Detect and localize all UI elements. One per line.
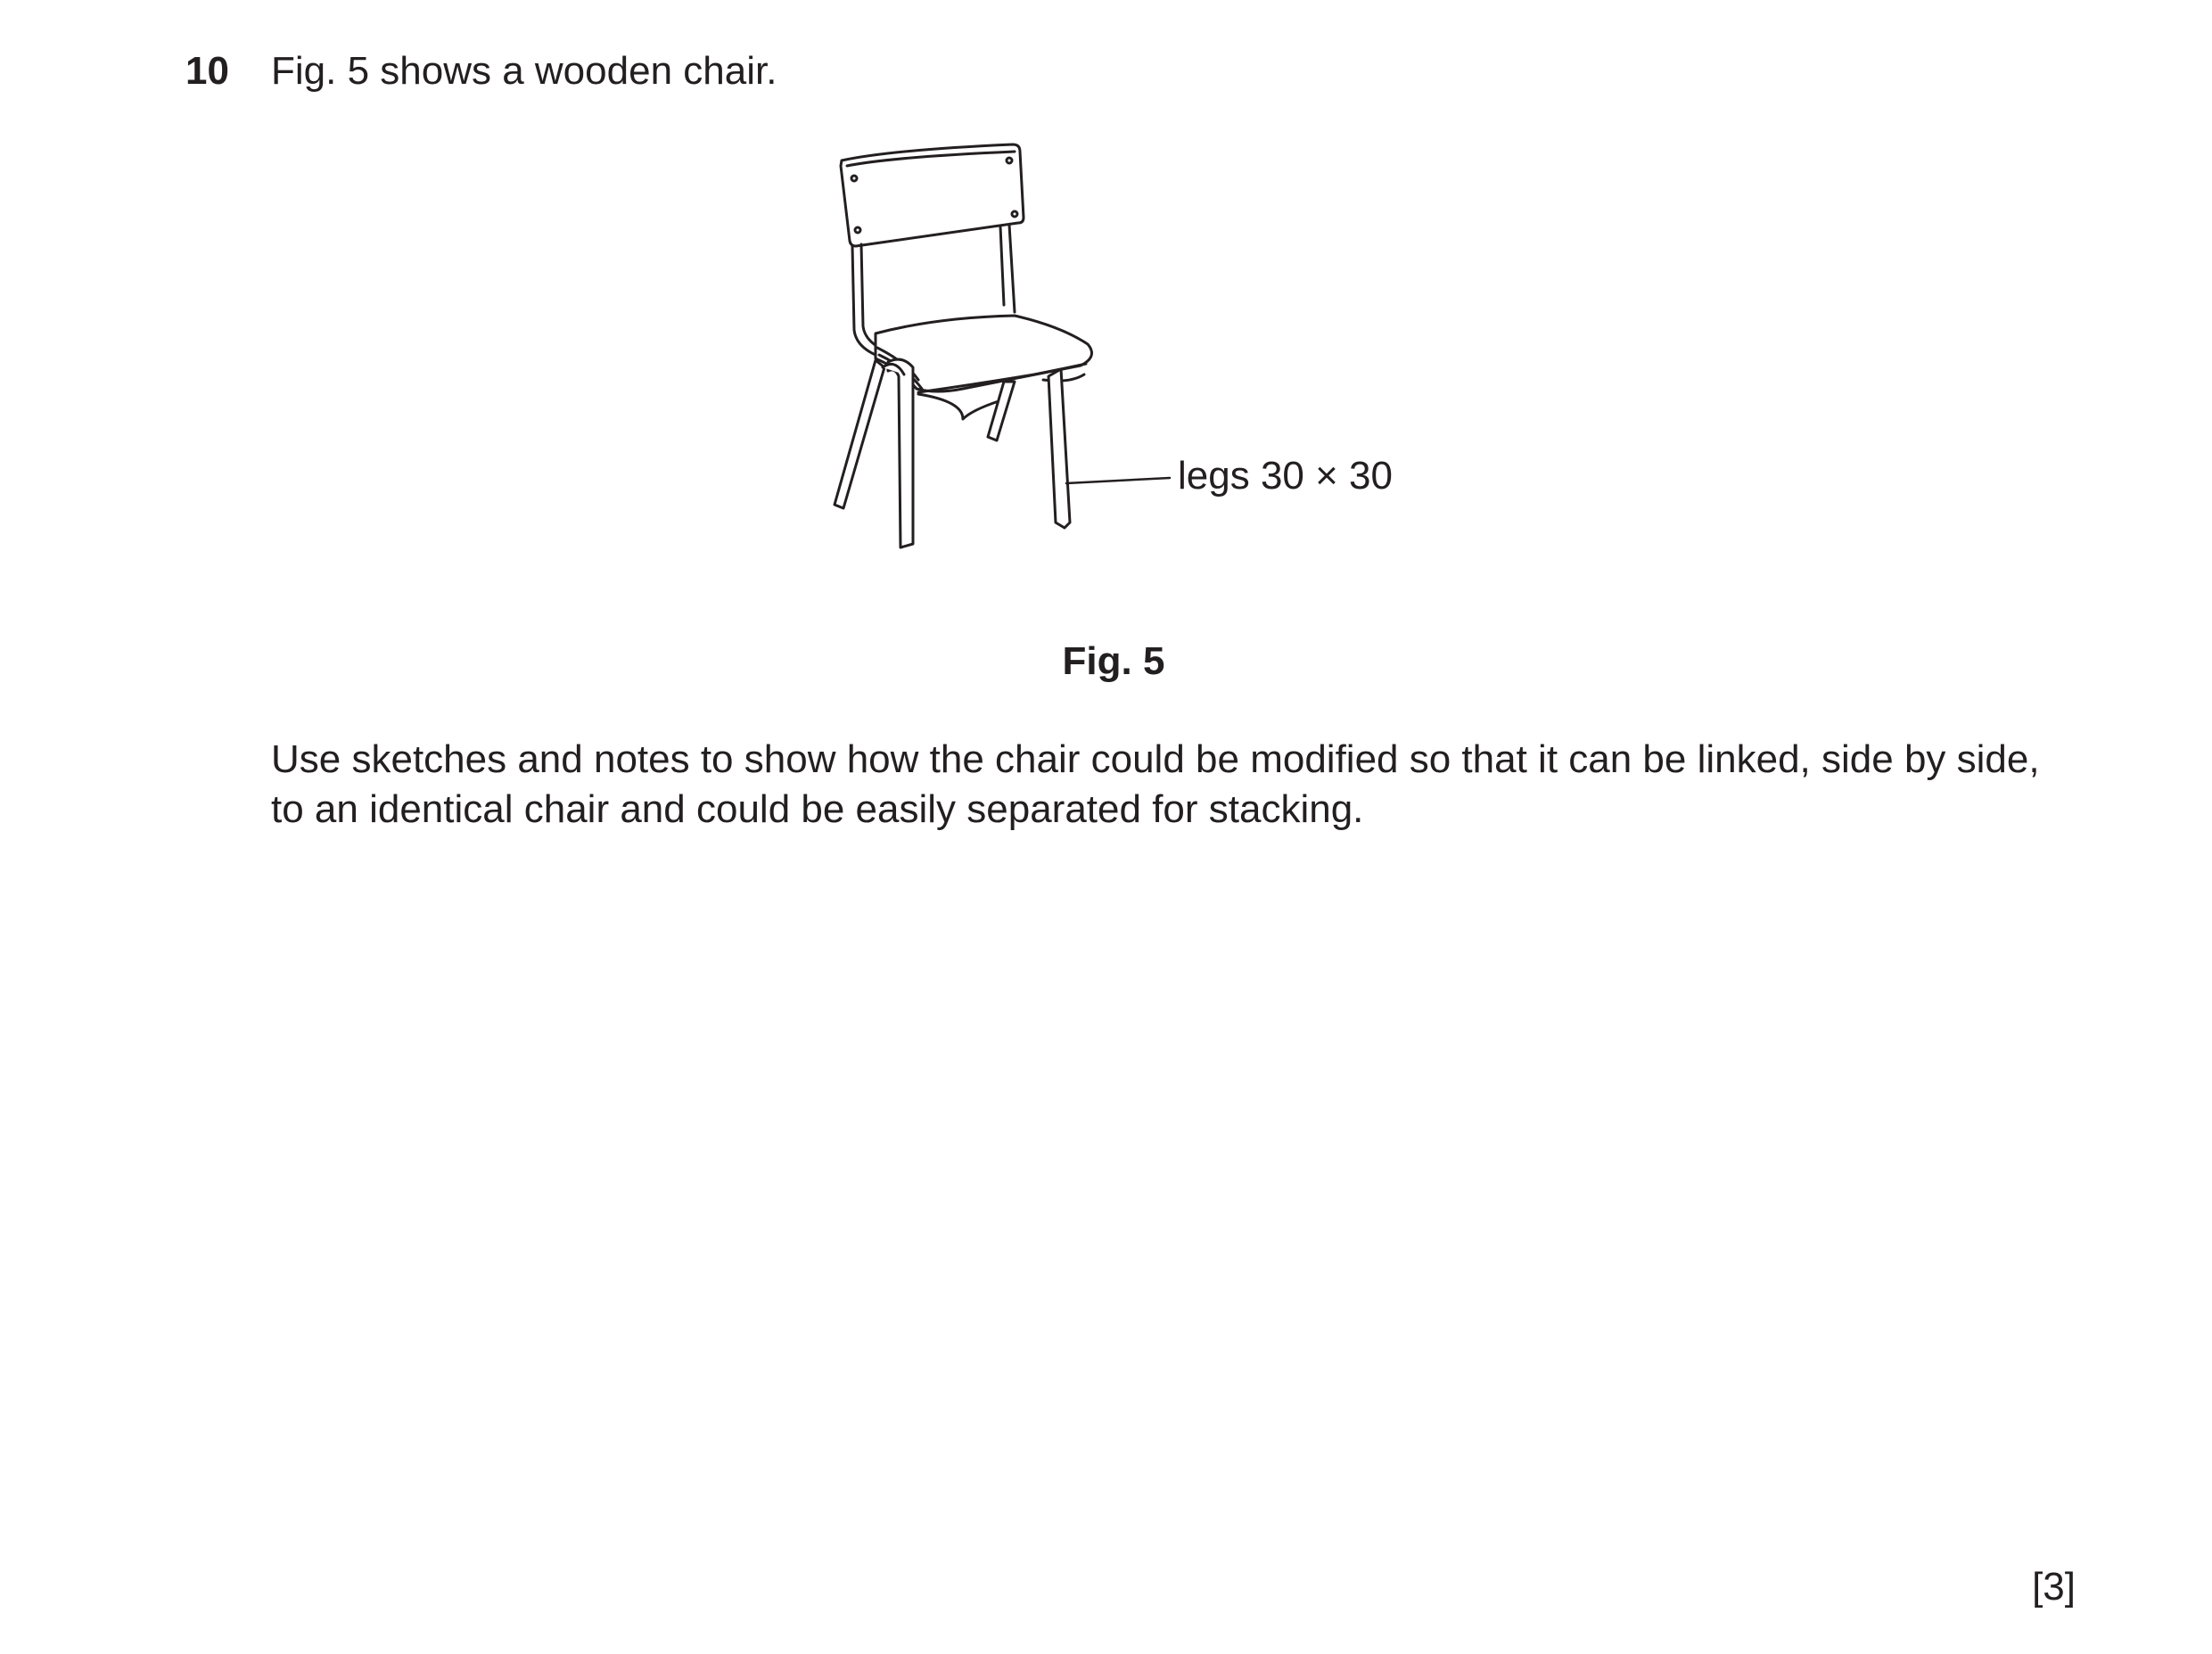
question-instruction: Use sketches and notes to show how the chair could be modified so that it can be linked, side by side, to an identical chair and could be easily separated for stacking. (271, 737, 2040, 831)
chair-backrest (841, 144, 1024, 246)
callout-leader-line (1066, 478, 1170, 483)
figure-caption: Fig. 5 (1062, 639, 1165, 683)
wooden-chair-illustration (802, 134, 1444, 597)
chair-figure (802, 134, 1444, 597)
marks-allocation: [3] (2032, 1565, 2076, 1609)
question-intro: Fig. 5 shows a wooden chair. (271, 49, 777, 93)
callout-label: legs 30 × 30 (1178, 454, 1393, 498)
question-number: 10 (185, 49, 229, 93)
